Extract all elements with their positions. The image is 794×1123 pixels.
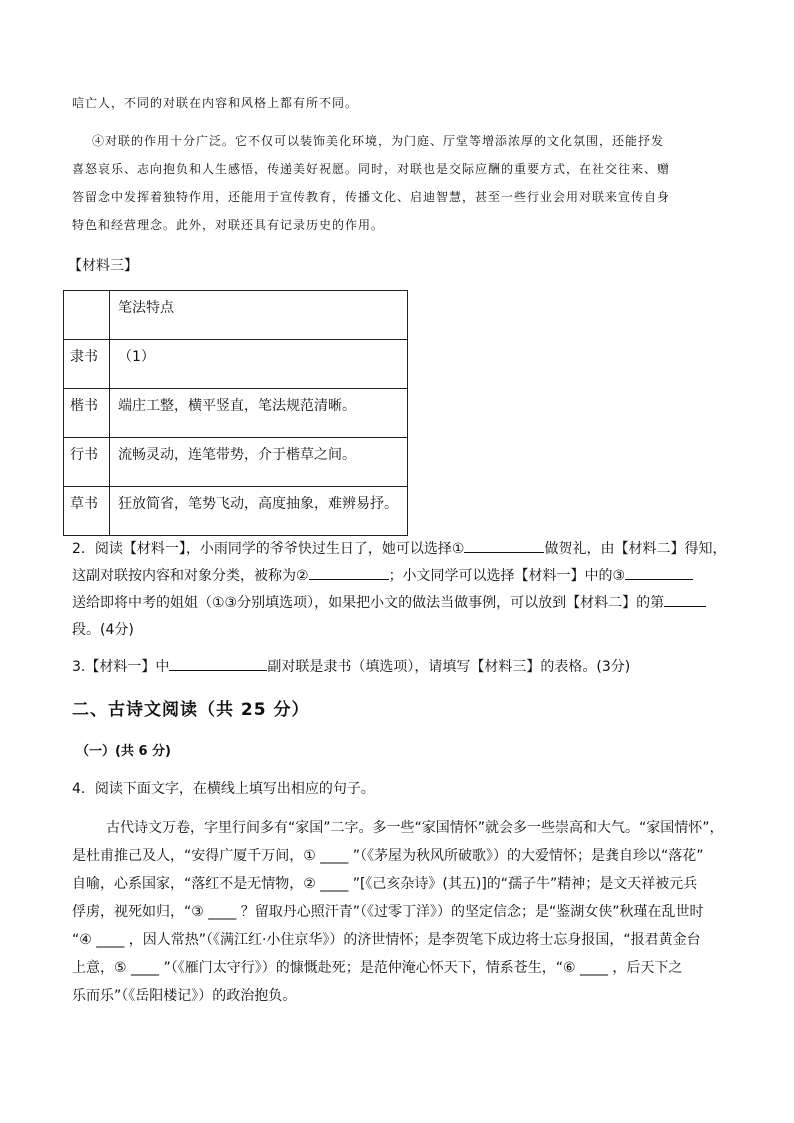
table-cell-style: 草书 <box>64 487 110 536</box>
subsection-title: （一）(共 6 分) <box>76 744 171 759</box>
question-2-line2 <box>72 565 693 585</box>
material2-p4-line3: 答留念中发挥着独特作用，还能用于宣传教育，传播文化、启迪智慧，甚至一些行业会用对联来宣传自身 <box>72 190 671 204</box>
table-row <box>64 389 408 438</box>
q2-text-b: 做贺礼，由【材料二】得知， <box>544 541 727 557</box>
table-cell-desc: 流畅灵动，连笔带势，介于楷草之间。 <box>110 438 408 487</box>
poem-passage-line: “④ ____ ，因人常热”（《满江红·小住京华》）的济世情怀；是李贺笔下成边将士忘身报国，“报君黄金台 <box>72 932 701 948</box>
table-header-cell: 笔法特点 <box>110 291 408 340</box>
answer-blank-3[interactable] <box>625 565 693 580</box>
table-cell-empty <box>64 291 110 340</box>
material2-line0: 唁亡人，不同的对联在内容和风格上都有所不同。 <box>72 96 359 110</box>
q2-text-d: ；小文同学可以选择【材料一】中的③ <box>388 568 626 584</box>
table-row <box>64 487 408 536</box>
poem-passage-line: 俘虏，视死如归，“③ ____ ？留取丹心照汗青”（《过零丁洋》）的坚定信念；是“鉴湖女侠”秋瑾在乱世时 <box>72 904 704 920</box>
q3-text-b: 副对联是隶书（填选项），请填写【材料三】的表格。(3分) <box>267 659 631 675</box>
poem-passage-line: 是杜甫推己及人，“安得广厦千万间，① ____ ”（《茅屋为秋风所破歌》）的大爱情怀；是龚自珍以“落花” <box>72 848 704 864</box>
calligraphy-table <box>63 290 408 536</box>
poem-passage-line: 上意，⑤ ____ ”（《雁门太守行》）的慷慨赴死；是范仲淹心怀天下，情系苍生，“⑥ ____ ，后天下之 <box>72 960 683 976</box>
table-cell-desc: （1） <box>110 340 408 389</box>
material2-p4-line2: 喜怒哀乐、志向抱负和人生感悟，传递美好祝愿。同时，对联也是交际应酬的重要方式，在社交往来、赠 <box>72 162 671 176</box>
answer-blank-2[interactable] <box>309 565 389 580</box>
section-title: 二、古诗文阅读（共 25 分） <box>72 700 310 720</box>
question-2-line1 <box>72 538 726 558</box>
answer-blank-4[interactable] <box>664 592 706 607</box>
table-cell-desc: 狂放简省，笔势飞动，高度抽象，难辨易抒。 <box>110 487 408 536</box>
table-header-row <box>64 291 408 340</box>
q2-text-e: 送给即将中考的姐姐（①③分别填选项），如果把小文的做法当做事例，可以放到【材料二】的第 <box>72 595 665 611</box>
table-cell-style: 行书 <box>64 438 110 487</box>
material2-p4-line1: ④对联的作用十分广泛。它不仅可以装饰美化环境，为门庭、厅堂等增添浓厚的文化氛围，还能抒发 <box>92 134 665 148</box>
q3-text-a: 3.【材料一】中 <box>72 659 170 675</box>
poem-passage-line: 古代诗文万卷，字里行间多有“家国”二字。多一些“家国情怀”就会多一些崇高和大气。“家国情怀”， <box>106 820 724 836</box>
question-2-line3 <box>72 592 706 612</box>
table-row <box>64 438 408 487</box>
table-cell-style: 隶书 <box>64 340 110 389</box>
material3-label: 【材料三】 <box>68 258 138 274</box>
q2-text-a: 2．阅读【材料一】，小雨同学的爷爷快过生日了，她可以选择① <box>72 541 465 557</box>
question-2-line4: 段。(4分) <box>72 622 134 638</box>
answer-blank-5[interactable] <box>169 656 267 671</box>
table-cell-style: 楷书 <box>64 389 110 438</box>
question-4-prompt: 4．阅读下面文字，在横线上填写出相应的句子。 <box>72 781 375 797</box>
poem-passage-line: 自喻，心系国家，“落红不是无情物，② ____ ”[《己亥杂诗》(其五)]的“孺子牛”精神；是文天祥被元兵 <box>72 876 698 892</box>
table-row <box>64 340 408 389</box>
question-3 <box>72 656 630 676</box>
answer-blank-1[interactable] <box>464 538 544 553</box>
q2-text-c: 这副对联按内容和对象分类，被称为② <box>72 568 309 584</box>
table-cell-desc: 端庄工整，横平竖直，笔法规范清晰。 <box>110 389 408 438</box>
material2-p4-line4: 特色和经营理念。此外，对联还具有记录历史的作用。 <box>72 218 385 232</box>
poem-passage-line: 乐而乐”（《岳阳楼记》）的政治抱负。 <box>72 988 297 1004</box>
